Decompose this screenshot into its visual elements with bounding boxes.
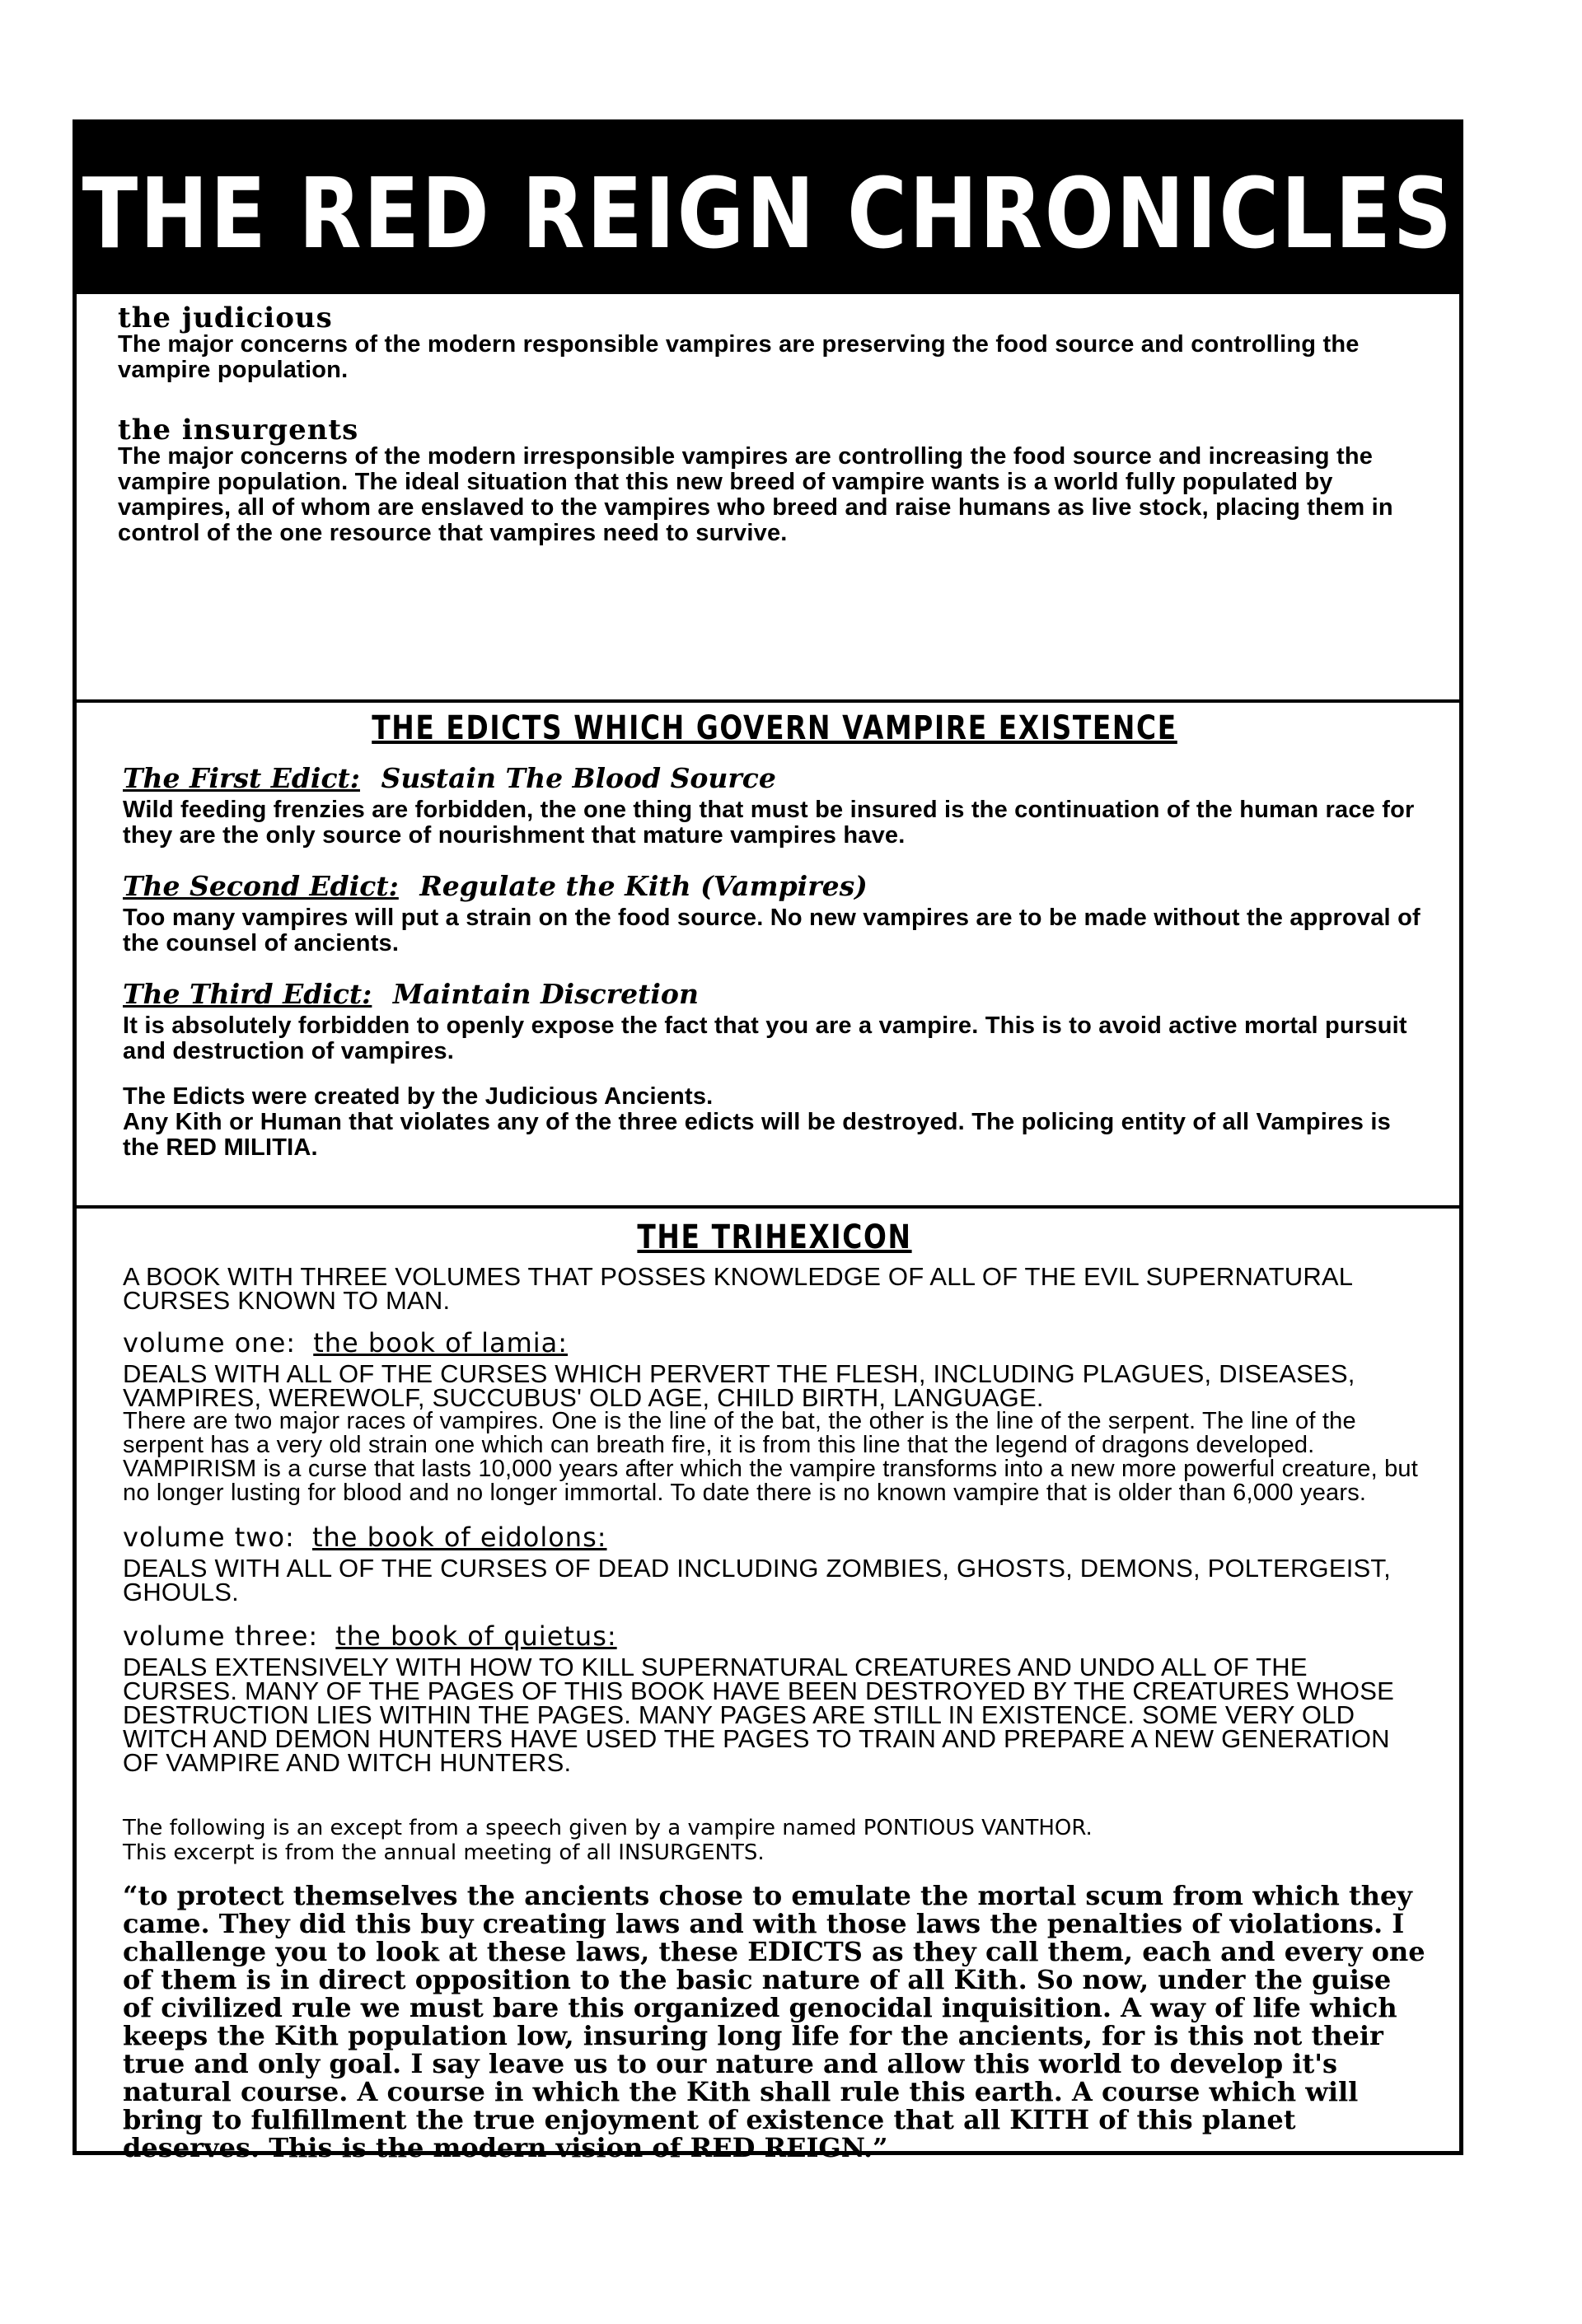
- speech-intro-2: This excerpt is from the annual meeting of all INSURGENTS.: [123, 1840, 765, 1865]
- volume-note: There are two major races of vampires. One is the line of the bat, the other is the line of the serpent. The line of the serpent has a very old strain one which can breath fire, it is from this line that the legend of dragons developed. VAMPIRISM is a curse that lasts 10,000 years after which the vampire transforms into a new more powerful creature, but no longer lusting for blood and no longer immortal. To date there is no known vampire that is older than 6,000 years.: [123, 1408, 1418, 1506]
- edict-name: Regulate the Kith (Vampires): [419, 870, 868, 902]
- edicts-title: THE EDICTS WHICH GOVERN VAMPIRE EXISTENCE: [372, 709, 1177, 747]
- trihexicon-intro: A BOOK WITH THREE VOLUMES THAT POSSES KNOWLEDGE OF ALL OF THE EVIL SUPERNATURAL CURSES KNOWN TO MAN.: [123, 1262, 1353, 1315]
- factions-section: [77, 294, 1459, 699]
- volume-book: the book of lamia:: [313, 1327, 569, 1358]
- edict-text: It is absolutely forbidden to openly expose the fact that you are a vampire. This is to avoid active mortal pursuit and destruction of vampires.: [123, 1012, 1407, 1064]
- volume-heading: [123, 1620, 1426, 1652]
- edict-heading: [123, 978, 1426, 1010]
- volume-book: the book of eidolons:: [311, 1522, 607, 1553]
- title-banner: [77, 124, 1459, 294]
- edict-text: Wild feeding frenzies are forbidden, the one thing that must be insured is the continuation of the human race for they are the only source of nourishment that mature vampires have.: [123, 797, 1415, 849]
- edict-heading: [123, 870, 1426, 902]
- edict-text: Too many vampires will put a strain on the food source. No new vampires are to be made without the approval of the counsel of ancients.: [123, 905, 1421, 956]
- page-title: THE RED REIGN CHRONICLES: [82, 156, 1454, 270]
- volume-text: DEALS EXTENSIVELY WITH HOW TO KILL SUPERNATURAL CREATURES AND UNDO ALL OF THE CURSES. MANY OF THE PAGES OF THIS BOOK HAVE BEEN DESTROYED BY THE CREATURES WHOSE DESTRUCTION LIES WITHIN THE PAGES. MANY PAGES ARE STILL IN EXISTENCE. SOME VERY OLD WITCH AND DEMON HUNTERS HAVE USED THE PAGES TO TRAIN AND PREPARE A NEW GENERATION OF VAMPIRE AND WITCH HUNTERS.: [123, 1653, 1394, 1777]
- speech-quote: “to protect themselves the ancients chose to emulate the mortal scum from which they came. They did this buy creating laws and with those laws the penalties of violations. I challenge you to look at these laws, these EDICTS as they call them, each and every one of them is in direct opposition to the basic nature of all Kith. So now, under the guise of civilized rule we must bare this organized genocidal inquisition. A way of life which keeps the Kith population low, insuring long life for the ancients, for is this not their true and only goal. I say leave us to our nature and allow this world to develop it's natural course. A course in which the Kith shall rule this earth. A course which will bring to fulfillment the true enjoyment of existence that all KITH of this planet deserves. This is the modern vision of RED REIGN.”: [123, 1880, 1425, 2163]
- page-frame: [73, 119, 1463, 2163]
- faction-heading-judicious: the judicious: [118, 302, 333, 334]
- edicts-closing-1: The Edicts were created by the Judicious Ancients.: [123, 1083, 714, 1110]
- edicts-closing-2: Any Kith or Human that violates any of the three edicts will be destroyed. The policing entity of all Vampires is the RED MILITIA.: [123, 1109, 1391, 1161]
- volume-label: volume three:: [123, 1620, 319, 1652]
- edicts-section: [77, 703, 1459, 1205]
- trihexicon-title: THE TRIHEXICON: [637, 1218, 912, 1256]
- faction-text-insurgents: The major concerns of the modern irresponsible vampires are controlling the food source and increasing the vampire population. The ideal situation that this new breed of vampire wants is a world fully populated by vampires, all of whom are enslaved to the vampires who breed and raise humans as live stock, placing them in control of the one resource that vampires need to survive.: [118, 443, 1393, 546]
- faction-text-judicious: The major concerns of the modern responsible vampires are preserving the food source and controlling the vampire population.: [118, 331, 1360, 383]
- faction-heading-insurgents: the insurgents: [118, 414, 359, 447]
- speech-intro-1: The following is an except from a speech given by a vampire named PONTIOUS VANTHOR.: [123, 1816, 1093, 1840]
- volume-text: DEALS WITH ALL OF THE CURSES OF DEAD INCLUDING ZOMBIES, GHOSTS, DEMONS, POLTERGEIST, GHOULS.: [123, 1554, 1391, 1606]
- volume-book: the book of quietus:: [335, 1620, 617, 1652]
- volume-label: volume two:: [123, 1522, 295, 1553]
- edict-heading: [123, 762, 1426, 794]
- volume-text: DEALS WITH ALL OF THE CURSES WHICH PERVERT THE FLESH, INCLUDING PLAGUES, DISEASES, VAMPIRES, WEREWOLF, SUCCUBUS' OLD AGE, CHILD BIRTH, LANGUAGE.: [123, 1359, 1355, 1412]
- trihexicon-section: [77, 1209, 1459, 2163]
- edict-label: The Third Edict:: [123, 978, 372, 1010]
- edict-label: The First Edict:: [123, 762, 360, 794]
- volume-label: volume one:: [123, 1327, 297, 1358]
- edict-label: The Second Edict:: [123, 870, 399, 902]
- volume-heading: [123, 1522, 1426, 1553]
- volume-heading: [123, 1327, 1426, 1358]
- edict-name: Maintain Discretion: [392, 978, 699, 1010]
- edict-name: Sustain The Blood Source: [381, 762, 776, 794]
